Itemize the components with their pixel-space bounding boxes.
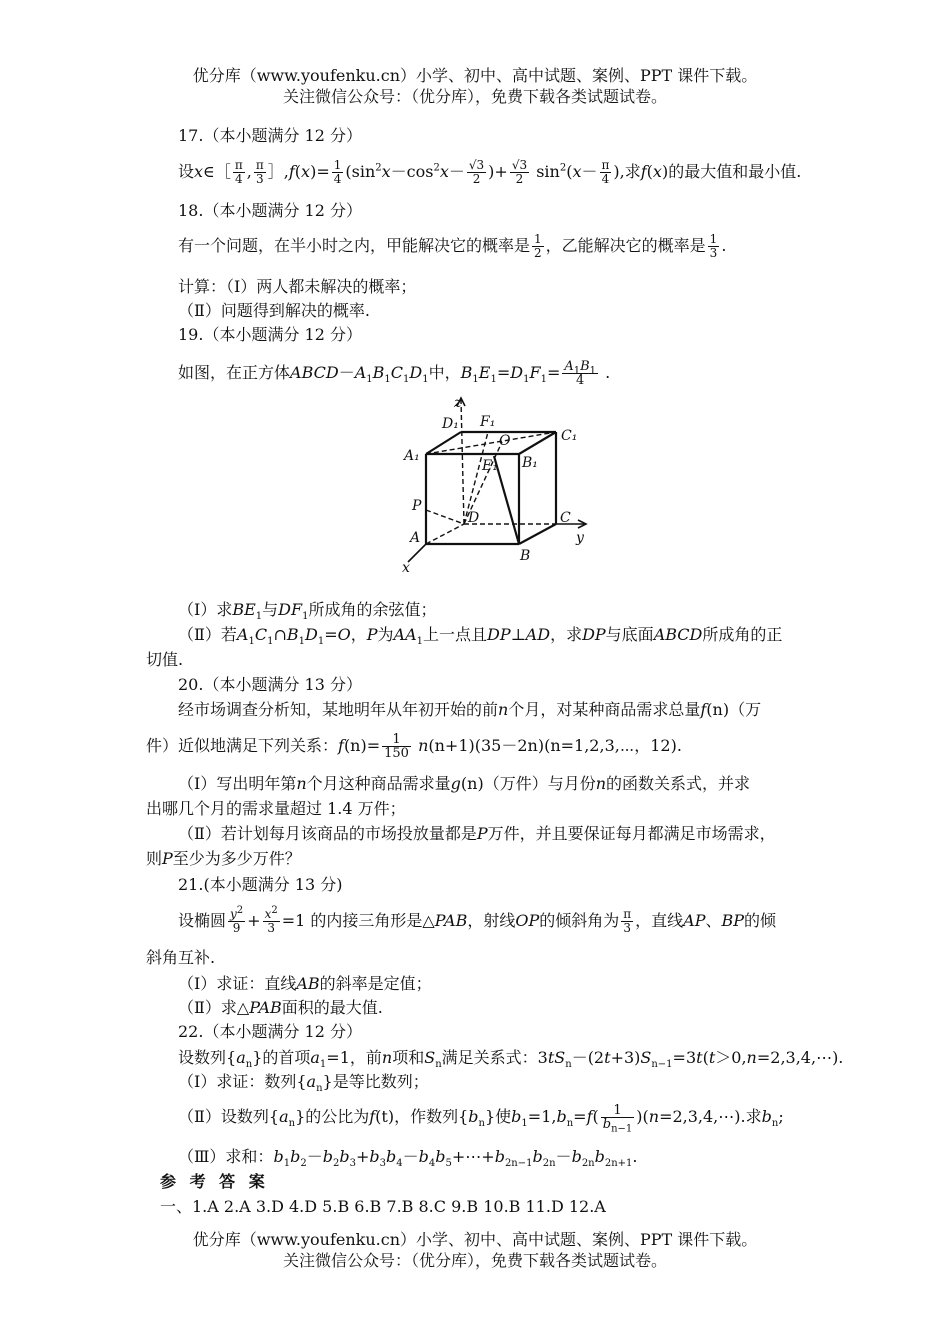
q22-line-3: （Ⅱ）设数列$\{a_n\}$的公比为f(t)，作数列$\{b_n\}$使$b_1=1,b_n=f$( $\frac{1}{b_{n-1}}$ )(n=2,3,4,⋯).求$b_n$;: [178, 1103, 784, 1135]
label-P: P: [412, 498, 422, 514]
label-E1: E₁: [482, 458, 498, 474]
label-O: O: [499, 433, 511, 449]
q21-body: 设椭圆 $\frac{y^2}{9}$ + $\frac{x^2}{3}$ =1 的内接三角形是△PAB，射线OP的倾斜角为 $\frac{\pi}{3}$ ，直线AP、BP的倾: [178, 905, 777, 935]
label-z: z: [454, 395, 462, 411]
q22-line-2: （Ⅰ）求证：数列$\{a_n\}$是等比数列；: [178, 1072, 429, 1095]
footer-line-1: 优分库（www.youfenku.cn）小学、初中、高中试题、案例、PPT 课件下载。: [192, 1230, 758, 1249]
q20-line-4: 出哪几个月的需求量超过 1.4 万件；: [146, 799, 406, 818]
q22-line-1: 设数列$\{a_n\}$的首项$a_1=1$，前n项和$S_n$满足关系式：$3tS_n-(2t+3)S_{n-1}=3t(t>0,n=2,3,4,\cdots)$.: [178, 1048, 844, 1071]
q19-part-1: （Ⅰ）求$BE_1$与$DF_1$所成角的余弦值；: [178, 600, 437, 623]
q21-line-3: （Ⅰ）求证：直线AB的斜率是定值；: [178, 974, 432, 993]
q19-part-2: （Ⅱ）若$A_1C_1\cap B_1D_1=O$，P为$AA_1$上一点且DP⊥AD，求DP与底面ABCD所成角的正: [178, 625, 783, 648]
q21-title: 21.(本小题满分 13 分): [178, 875, 343, 894]
answers-line: 一、1.A 2.A 3.D 4.D 5.B 6.B 7.B 8.C 9.B 10.B 11.D 12.A: [160, 1197, 606, 1216]
cube-figure: [398, 392, 598, 577]
label-F1: F₁: [480, 414, 496, 430]
q20-title: 20.（本小题满分 13 分）: [178, 675, 362, 694]
answers-title: 参 考 答 案: [160, 1172, 269, 1191]
edge-P-D: [426, 510, 464, 524]
q17-body: 设x∈［ $\frac{\pi}{4}$ , $\frac{\pi}{3}$ ］,f(x)= $\frac{1}{4}$ ($\sin^2x-\cos^2x-$ $\frac{√3}{2}$ )+ $\frac{√3}{2}$ $\sin^2(x-$ $\frac{\pi}{4}$ ),求f(x)的最大值和最小值.: [178, 158, 802, 186]
q20-line-3: （Ⅰ）写出明年第n个月这种商品需求量g(n)（万件）与月份n的函数关系式，并求: [178, 774, 751, 793]
label-B1: B₁: [522, 455, 538, 471]
q20-line-2: 件）近似地满足下列关系：f(n)= $\frac{1}{150}$ n(n+1)(35－2n)(n=1,2,3,⋯，12).: [146, 732, 682, 761]
header-line-2: 关注微信公众号：（优分库），免费下载各类试题试卷。: [282, 87, 667, 106]
q22-line-4: （Ⅲ）求和：$b_1b_2-b_2b_3+b_3b_4-b_4b_5+\cdots+b_{2n-1}b_{2n}-b_{2n}b_{2n+1}$.: [178, 1147, 638, 1170]
q19-body: 如图，在正方体$ABCD-A_1B_1C_1D_1$中，$B_1E_1=D_1F_1=$ $\frac{A_1B_1}{4}$ .: [178, 359, 611, 388]
q20-line-6: 则P至少为多少万件？: [146, 849, 301, 868]
q19-part-2-cont: 切值.: [146, 650, 184, 669]
q21-line-4: （Ⅱ）求△PAB面积的最大值.: [178, 998, 383, 1017]
label-x: x: [402, 560, 410, 576]
label-D1: D₁: [442, 416, 459, 432]
edge-B-C: [519, 524, 556, 544]
q20-line-1: 经市场调查分析知，某地明年从年初开始的前n个月，对某种商品需求总量f(n)（万: [178, 700, 762, 719]
label-C: C: [560, 510, 571, 526]
label-y: y: [576, 530, 584, 546]
edge-A-D: [426, 524, 464, 544]
q22-title: 22.（本小题满分 12 分）: [178, 1022, 362, 1041]
q18-title: 18.（本小题满分 12 分）: [178, 201, 362, 220]
axis-z: [461, 400, 464, 524]
q18-line-3: （Ⅱ）问题得到解决的概率.: [178, 301, 370, 320]
q21-line-2: 斜角互补.: [146, 948, 216, 967]
label-C1: C₁: [561, 428, 578, 444]
axis-x: [408, 544, 426, 562]
label-A1: A₁: [404, 448, 420, 464]
header-line-1: 优分库（www.youfenku.cn）小学、初中、高中试题、案例、PPT 课件下载。: [192, 66, 758, 85]
label-A: A: [410, 530, 421, 546]
q17-title: 17.（本小题满分 12 分）: [178, 126, 362, 145]
label-B: B: [520, 548, 531, 564]
q18-line-2: 计算：（Ⅰ）两人都未解决的概率；: [178, 277, 417, 296]
footer-line-2: 关注微信公众号：（优分库），免费下载各类试题试卷。: [282, 1251, 667, 1270]
label-D: D: [468, 510, 480, 526]
q18-body: 有一个问题，在半小时之内，甲能解决它的概率是 $\frac{1}{2}$ ，乙能解决它的概率是 $\frac{1}{3}$ .: [178, 232, 727, 260]
q20-line-5: （Ⅱ）若计划每月该商品的市场投放量都是P万件，并且要保证每月都满足市场需求，: [178, 824, 776, 843]
q19-title: 19.（本小题满分 12 分）: [178, 325, 362, 344]
